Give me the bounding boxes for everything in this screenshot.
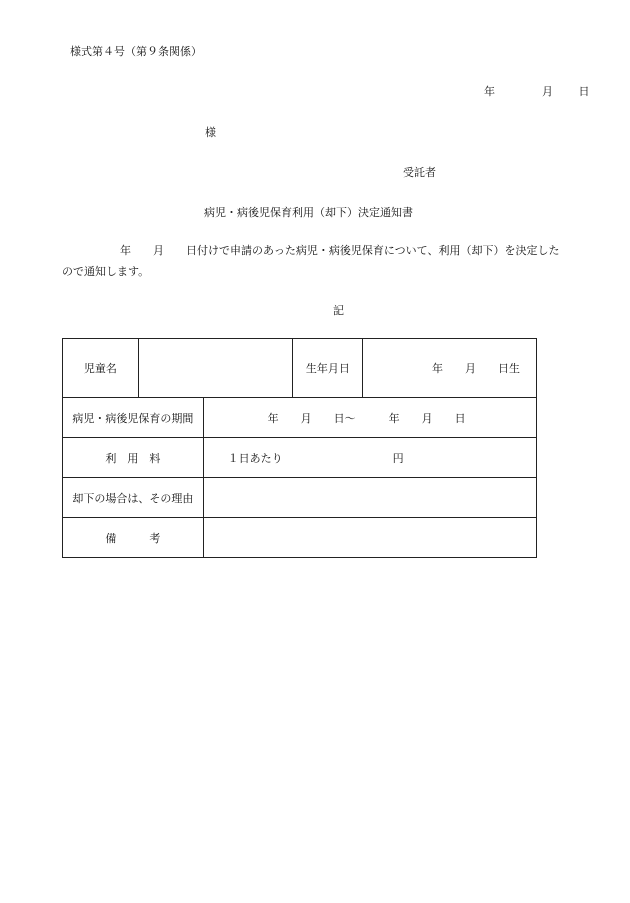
form-number: 様式第４号（第９条関係） <box>70 45 202 58</box>
addressee-suffix: 様 <box>205 126 216 139</box>
date-month: 月 <box>542 85 553 98</box>
info-table <box>62 338 537 558</box>
remarks-label: 備 考 <box>63 518 204 558</box>
child-name-field[interactable] <box>138 339 293 398</box>
period-field[interactable]: 年 月 日～ 年 月 日 <box>203 398 536 438</box>
ki-label: 記 <box>333 304 344 317</box>
birth-date-field[interactable]: 年 月 日生 <box>363 339 537 398</box>
reject-reason-label: 却下の場合は、その理由 <box>63 478 204 518</box>
table-row-child <box>63 339 537 398</box>
child-name-label: 児童名 <box>63 339 139 398</box>
remarks-field[interactable] <box>203 518 536 558</box>
birth-date-label: 生年月日 <box>293 339 363 398</box>
table-row-reject <box>63 478 537 518</box>
fee-field[interactable]: １日あたり 円 <box>203 438 536 478</box>
consignee-label: 受託者 <box>403 166 436 179</box>
fee-label: 利 用 料 <box>63 438 204 478</box>
date-year: 年 <box>484 85 495 98</box>
period-label: 病児・病後児保育の期間 <box>63 398 204 438</box>
document-title: 病児・病後児保育利用（却下）決定通知書 <box>204 206 413 219</box>
date-line <box>484 83 590 99</box>
table-row-period <box>63 398 537 438</box>
body-text: 年 月 日付けで申請のあった病児・病後児保育について、利用（却下）を決定したので通知します。 <box>62 244 560 278</box>
table-row-fee <box>63 438 537 478</box>
reject-reason-field[interactable] <box>203 478 536 518</box>
table-row-remarks <box>63 518 537 558</box>
date-day: 日 <box>578 85 590 98</box>
